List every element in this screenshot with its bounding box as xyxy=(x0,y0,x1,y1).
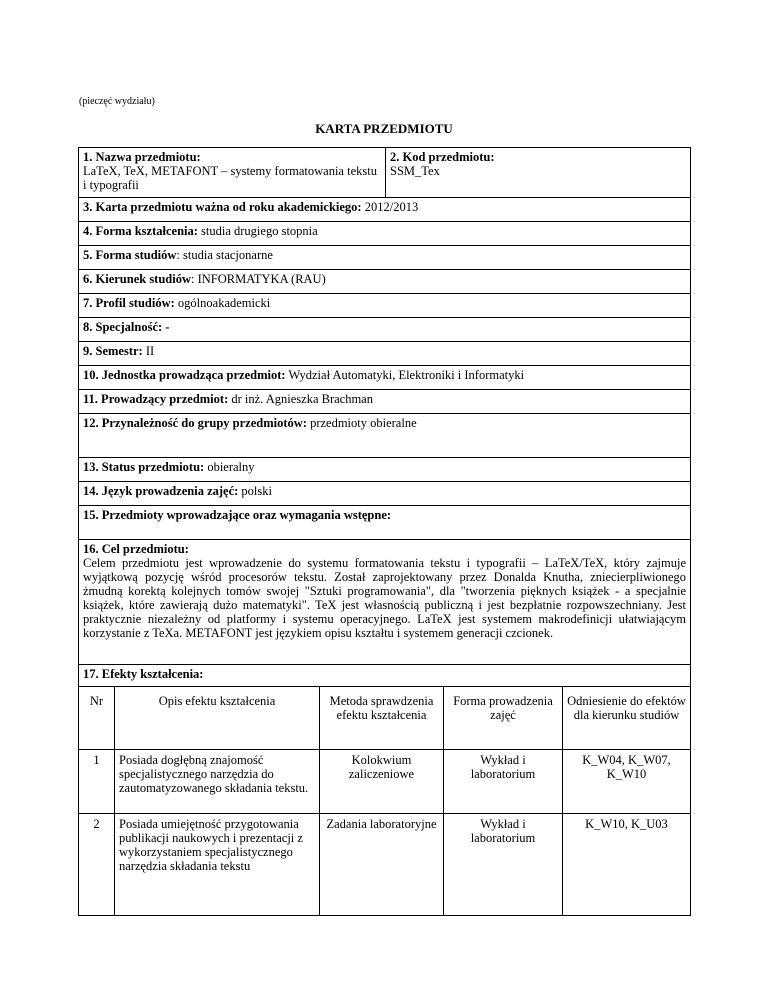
course-goal-label: 16. Cel przedmiotu: xyxy=(83,542,189,556)
table-cell: K_W10, K_U03 xyxy=(563,813,690,915)
instructor-label: 11. Prowadzący przedmiot: xyxy=(83,392,229,406)
course-name-label: 1. Nazwa przedmiotu: xyxy=(83,150,201,164)
row-instructor xyxy=(79,389,690,413)
table-cell: K_W04, K_W07, K_W10 xyxy=(563,749,690,813)
row-course-goal xyxy=(79,539,690,664)
semester-value: II xyxy=(142,344,155,358)
row-status xyxy=(79,457,690,481)
course-code-label: 2. Kod przedmiotu: xyxy=(390,150,495,164)
learning-outcomes-table xyxy=(79,686,690,915)
table-cell: Wykład i laboratorium xyxy=(444,749,563,813)
field-of-study-value: : INFORMATYKA (RAU) xyxy=(191,272,326,286)
specialty-label: 8. Specjalność: - xyxy=(83,320,170,334)
course-code-value: SSM_Tex xyxy=(390,164,440,178)
row-name-code xyxy=(79,148,690,197)
table-cell: Wykład i laboratorium xyxy=(444,813,563,915)
profile-value: ogólnoakademicki xyxy=(174,296,271,310)
row-semester xyxy=(79,341,690,365)
row-specialty xyxy=(79,317,690,341)
course-code-cell xyxy=(386,148,690,197)
unit-value: Wydział Automatyki, Elektroniki i Informatyki xyxy=(285,368,525,382)
course-name-cell xyxy=(79,148,386,197)
table-header-cell: Opis efektu kształcenia xyxy=(115,686,320,749)
row-valid-year xyxy=(79,197,690,221)
row-prerequisites xyxy=(79,505,690,539)
education-form-label: 4. Forma kształcenia: xyxy=(83,224,198,238)
table-cell: Posiada umiejętność przygotowania publikacji naukowych i prezentacji z wykorzystaniem specjalistycznego narzędzia składania tekstu xyxy=(115,813,320,915)
row-education-form xyxy=(79,221,690,245)
course-group-label: 12. Przynależność do grupy przedmiotów: xyxy=(83,416,307,430)
row-course-group xyxy=(79,413,690,457)
status-label: 13. Status przedmiotu: xyxy=(83,460,205,474)
semester-label: 9. Semestr: xyxy=(83,344,143,358)
education-form-value: studia drugiego stopnia xyxy=(197,224,318,238)
language-label: 14. Język prowadzenia zajęć: xyxy=(83,484,239,498)
table-cell: 1 xyxy=(79,749,115,813)
row-learning-outcomes xyxy=(79,664,690,686)
table-header-cell: Metoda sprawdzenia efektu kształcenia xyxy=(320,686,444,749)
status-value: obieralny xyxy=(204,460,255,474)
table-cell: 2 xyxy=(79,813,115,915)
row-field-of-study xyxy=(79,269,690,293)
study-form-label: 5. Forma studiów xyxy=(83,248,177,262)
course-name-value: LaTeX, TeX, METAFONT – systemy formatowania tekstu i typografii xyxy=(83,164,377,192)
valid-year-label: 3. Karta przedmiotu ważna od roku akademickiego: xyxy=(83,200,362,214)
valid-year-value: 2012/2013 xyxy=(361,200,419,214)
profile-label: 7. Profil studiów: xyxy=(83,296,175,310)
row-unit xyxy=(79,365,690,389)
table-cell: Zadania laboratoryjne xyxy=(320,813,444,915)
table-cell: Kolokwium zaliczeniowe xyxy=(320,749,444,813)
learning-outcomes-label: 17. Efekty kształcenia: xyxy=(83,667,204,681)
prerequisites-label: 15. Przedmioty wprowadzające oraz wymagania wstępne: xyxy=(83,508,392,522)
page-title: KARTA PRZEDMIOTU xyxy=(315,121,453,136)
row-profile xyxy=(79,293,690,317)
course-group-value: przedmioty obieralne xyxy=(306,416,417,430)
field-of-study-label: 6. Kierunek studiów xyxy=(83,272,192,286)
table-header-cell: Odniesienie do efektów dla kierunku studiów xyxy=(563,686,690,749)
unit-label: 10. Jednostka prowadząca przedmiot: xyxy=(83,368,286,382)
table-header-cell: Forma prowadzenia zajęć xyxy=(444,686,563,749)
row-language xyxy=(79,481,690,505)
course-card xyxy=(78,147,691,916)
language-value: polski xyxy=(238,484,272,498)
course-goal-text: Celem przedmiotu jest wprowadzenie do systemu formatowania tekstu i typografii – LaTeX/TeX, który zajmuje wyjątkową pozycję wśród procesorów tekstu. Został zaprojektowany przez Donalda Knutha, zniecierpliwionego żmudną korektą kolejnych tomów swojej "Sztuki programowania", dla "tworzenia pięknych książek - a specjalnie książek, które zawierają dużo matematyki". TeX jest własnością publiczną i jest bezpłatnie rozpowszechniany. Jest praktycznie niezależny od platformy i systemu operacyjnego. LaTeX jest systemem makrodefinicji ułatwiającym korzystanie z TeXa. METAFONT jest językiem opisu kształtu i systemem generacji czcionek. xyxy=(83,556,686,640)
row-study-form xyxy=(79,245,690,269)
table-header-cell: Nr xyxy=(79,686,115,749)
table-cell: Posiada dogłębną znajomość specjalistycznego narzędzia do zautomatyzowanego składania tekstu. xyxy=(115,749,320,813)
faculty-stamp-label: (pieczęć wydziału) xyxy=(79,96,155,107)
instructor-value: dr inż. Agnieszka Brachman xyxy=(228,392,373,406)
study-form-value: : studia stacjonarne xyxy=(176,248,273,262)
